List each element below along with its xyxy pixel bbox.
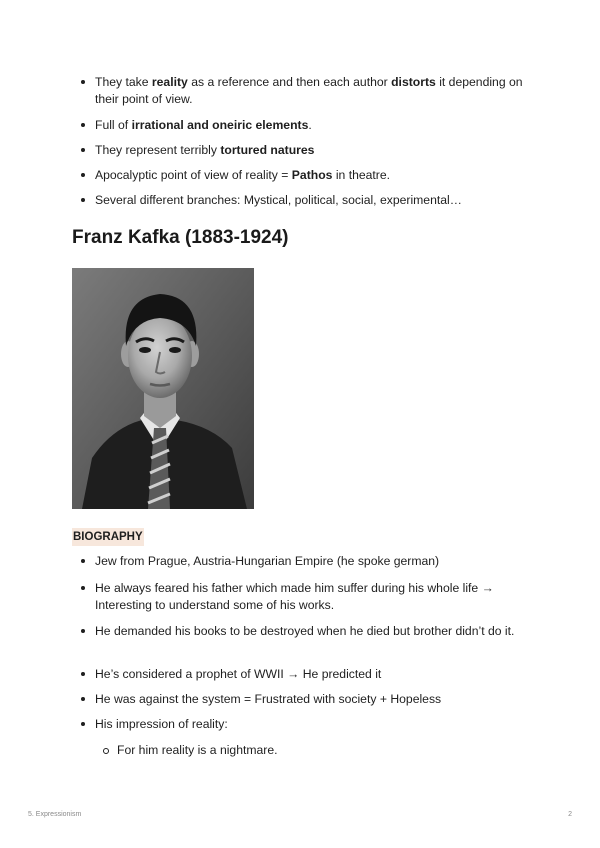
footer-section-title: 5. Expressionism — [28, 811, 82, 818]
hollow-bullet-icon — [103, 748, 109, 754]
portrait-photo — [72, 268, 254, 509]
footer-page-number: 2 — [568, 811, 572, 818]
list-item: He always feared his father which made him suffer during his whole life → Interesting to understand some of his works. — [95, 580, 540, 614]
bullet-icon — [81, 559, 85, 563]
list-item: He demanded his books to be destroyed when he died but brother didn’t do it. — [95, 623, 540, 640]
list-item: His impression of reality: — [95, 716, 540, 733]
list-item: He was against the system = Frustrated with society + Hopeless — [95, 691, 540, 708]
bullet-icon — [81, 80, 85, 84]
section-heading: Franz Kafka (1883-1924) — [72, 227, 289, 248]
bullet-icon — [81, 173, 85, 177]
bullet-icon — [81, 198, 85, 202]
list-item: Apocalyptic point of view of reality = Pathos in theatre. — [95, 167, 540, 184]
bullet-icon — [81, 586, 85, 590]
list-item: Full of irrational and oneiric elements. — [95, 117, 540, 134]
list-item: Jew from Prague, Austria-Hungarian Empire (he spoke german) — [95, 553, 540, 570]
bullet-icon — [81, 672, 85, 676]
bullet-icon — [81, 697, 85, 701]
list-item: He’s considered a prophet of WWII → He predicted it — [95, 666, 540, 683]
biography-label: BIOGRAPHY — [72, 528, 144, 546]
list-item: They take reality as a reference and then each author distorts it depending on their point of view. — [95, 74, 540, 108]
list-item: They represent terribly tortured natures — [95, 142, 540, 159]
bullet-icon — [81, 123, 85, 127]
sub-list-item: For him reality is a nightmare. — [117, 742, 540, 759]
bullet-icon — [81, 722, 85, 726]
bullet-icon — [81, 629, 85, 633]
list-item: Several different branches: Mystical, political, social, experimental… — [95, 192, 540, 209]
portrait-image — [72, 268, 254, 509]
bullet-icon — [81, 148, 85, 152]
